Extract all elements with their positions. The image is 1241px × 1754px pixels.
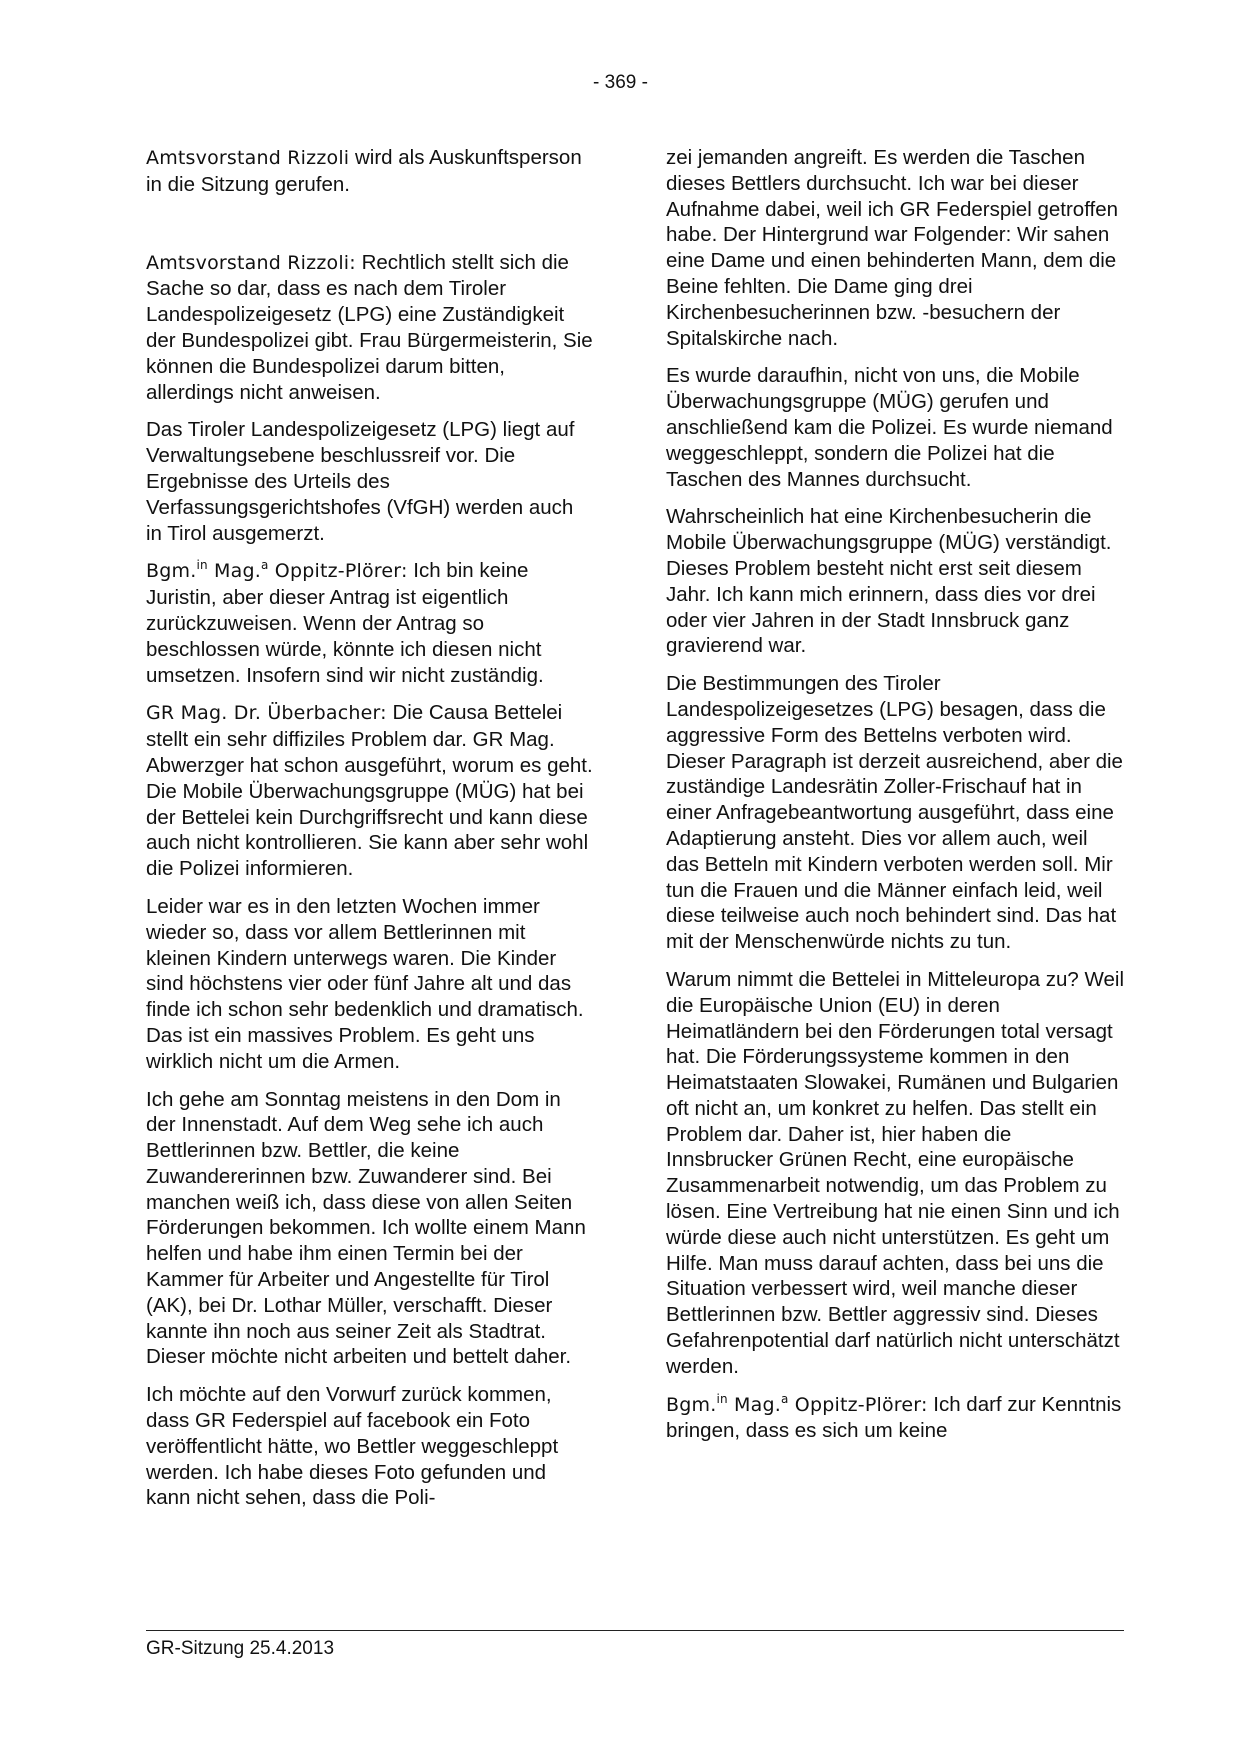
speaker-name: [666, 1391, 928, 1416]
page-number: - 369 -: [593, 72, 648, 93]
superscript: a: [780, 1391, 789, 1406]
paragraph: Es wurde daraufhin, nicht von uns, die Mobile Überwachungsgruppe (MÜG) gerufen und anschließend kam die Polizei. Es wurde niemand weggeschleppt, sondern die Polizei hat die Taschen des Mannes durchsucht.: [666, 364, 1113, 491]
paragraph: Leider war es in den letzten Wochen immer wieder so, dass vor allem Bettlerinnen mit kleinen Kindern unterwegs waren. Die Kinder sind höchstens vier oder fünf Jahre alt und das finde ich schon sehr bedenklich und dramatisch. Das ist ein massives Problem. Es geht uns wirklich nicht um die Armen.: [146, 894, 584, 1073]
speaker-title: Bgm.: [146, 560, 197, 583]
paragraph: [146, 558, 594, 688]
footer-session-label: GR-Sitzung 25.4.2013: [146, 1638, 335, 1659]
paragraph: Die Bestimmungen des Tiroler Landespolizeigesetzes (LPG) besagen, dass die aggressive Form des Bettelns verboten wird. Dieser Paragraph ist derzeit ausreichend, aber die zuständige Landesrätin Zoller-Frischauf hat in einer Anfragebeantwortung ausgeführt, dass eine Adaptierung ansteht. Dies vor allem auch, weil das Betteln mit Kindern verboten werden soll. Mir tun die Frauen und die Männer einfach leid, weil diese teilweise auch noch behindert sind. Das hat mit der Menschenwürde nichts zu tun.: [666, 672, 1123, 954]
footer-divider: [146, 1630, 1124, 1631]
right-column: [666, 145, 1124, 1456]
paragraph: [146, 700, 594, 882]
paragraph: [146, 250, 594, 406]
paragraph-text: Ich darf zur Kenntnis bringen, dass es sich um keine: [666, 1392, 1122, 1443]
paragraph-text: Rechtlich stellt sich die Sache so dar, dass es nach dem Tiroler Landespolizeigesetz (LPG) eine Zuständigkeit der Bundespolizei gibt. Frau Bürgermeisterin, Sie können die Bundespolizei darum bitten, allerdings nicht anweisen.: [146, 250, 593, 404]
speaker-surname: Oppitz-Plörer:: [274, 560, 408, 583]
paragraph: [146, 145, 594, 198]
speaker-surname: Oppitz-Plörer:: [794, 1393, 928, 1416]
paragraph: Ich möchte auf den Vorwurf zurück kommen, dass GR Federspiel auf facebook ein Foto veröffentlicht hätte, wo Bettler weggeschleppt werden. Ich habe dieses Foto gefunden und kann nicht sehen, dass die Poli-: [146, 1383, 559, 1510]
speaker-title: Bgm.: [666, 1393, 717, 1416]
paragraph: zei jemanden angreift. Es werden die Taschen dieses Bettlers durchsucht. Ich war bei dieser Aufnahme dabei, weil ich GR Federspiel getroffen habe. Der Hintergrund war Folgender: Wir sahen eine Dame und einen behinderten Mann, dem die Beine fehlten. Die Dame ging drei Kirchenbesucherinnen bzw. -besuchern der Spitalskirche nach.: [666, 146, 1119, 350]
superscript: a: [260, 558, 269, 573]
paragraph-text: Ich bin keine Juristin, aber dieser Antrag ist eigentlich zurückzuweisen. Wenn der Antrag so beschlossen würde, könnte ich diesen nicht umsetzen. Insofern sind wir nicht zuständig.: [146, 559, 544, 687]
spacer: [146, 210, 594, 250]
paragraph: Das Tiroler Landespolizeigesetz (LPG) liegt auf Verwaltungsebene beschlussreif vor. Die Ergebnisse des Urteils des Verfassungsgerichtshofes (VfGH) werden auch in Tirol ausgemerzt.: [146, 418, 575, 545]
speaker-title: Mag.: [214, 560, 261, 583]
paragraph: [666, 1392, 1124, 1445]
speaker-title: Mag.: [734, 1393, 781, 1416]
paragraph-text: Die Causa Bettelei stellt ein sehr diffiziles Problem dar. GR Mag. Abwerzger hat schon ausgeführt, worum es geht. Die Mobile Überwachungsgruppe (MÜG) hat bei der Bettelei kein Durchgriffsrecht und kann diese auch nicht kontrollieren. Sie kann aber sehr wohl die Polizei informieren.: [146, 701, 593, 881]
paragraph: Wahrscheinlich hat eine Kirchenbesucherin die Mobile Überwachungsgruppe (MÜG) verständigt. Dieses Problem besteht nicht erst seit diesem Jahr. Ich kann mich erinnern, dass dies vor drei oder vier Jahren in der Stadt Innsbruck ganz gravierend war.: [666, 505, 1112, 658]
left-column: [146, 145, 594, 1523]
paragraph: Ich gehe am Sonntag meistens in den Dom in der Innenstadt. Auf dem Weg sehe ich auch Bettlerinnen bzw. Bettler, die keine Zuwandererinnen bzw. Zuwanderer sind. Bei manchen weiß ich, dass diese von allen Seiten Förderungen bekommen. Ich wollte einem Mann helfen und habe ihm einen Termin bei der Kammer für Arbeiter und Angestellte für Tirol (AK), bei Dr. Lothar Müller, verschafft. Dieser kannte ihn noch aus seiner Zeit als Stadtrat. Dieser möchte nicht arbeiten und bettelt daher.: [146, 1087, 586, 1369]
speaker-name: Amtsvorstand Rizzoli: [146, 147, 350, 169]
speaker-name: GR Mag. Dr. Überbacher:: [146, 702, 387, 725]
paragraph: Warum nimmt die Bettelei in Mitteleuropa zu? Weil die Europäische Union (EU) in deren Heimatländern bei den Förderungen total versagt hat. Die Förderungssysteme kommen in den Heimatstaaten Slowakei, Rumänen und Bulgarien oft nicht an, um konkret zu helfen. Das stellt ein Problem dar. Daher ist, hier haben die Innsbrucker Grünen Recht, eine europäische Zusammenarbeit notwendig, um das Problem zu lösen. Eine Vertreibung hat nie einen Sinn und ich würde diese auch nicht unterstützen. Es geht um Hilfe. Man muss darauf achten, dass bei uns die Situation verbessert wird, weil manche dieser Bettlerinnen bzw. Bettler aggressiv sind. Dieses Gefahrenpotential darf natürlich nicht unterschätzt werden.: [666, 967, 1125, 1378]
speaker-name: Amtsvorstand Rizzoli:: [146, 251, 356, 274]
superscript: in: [196, 558, 208, 573]
paragraph-text: wird als Auskunftsperson in die Sitzung gerufen.: [146, 146, 582, 196]
speaker-name: [146, 560, 408, 582]
superscript: in: [716, 1391, 728, 1406]
